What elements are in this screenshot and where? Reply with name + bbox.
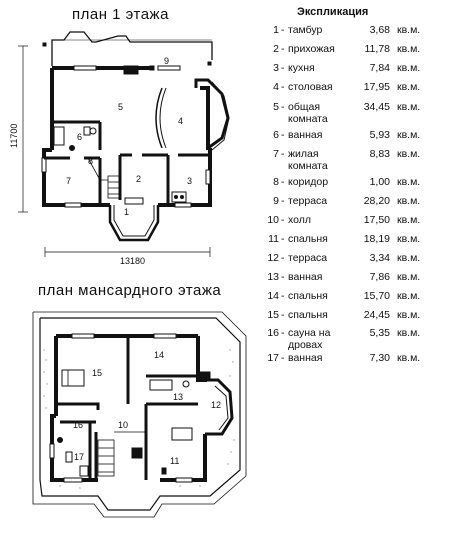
legend-row-unit: кв.м. — [397, 148, 421, 160]
legend-row-name: ванная — [288, 352, 323, 364]
legend-row-area: 5,93 — [369, 129, 390, 141]
legend-row-dash: - — [281, 81, 285, 93]
legend-row-area: 15,70 — [363, 290, 390, 302]
legend-row-area: 7,84 — [369, 62, 390, 74]
legend-row-name: спальня — [288, 309, 328, 321]
room-label-17: 17 — [74, 452, 85, 462]
room-label-10: 10 — [118, 420, 129, 430]
legend-row-unit: кв.м. — [397, 309, 421, 321]
toilet-icon — [70, 146, 75, 151]
legend-row-area: 28,20 — [363, 195, 390, 207]
legend-row-dash: - — [281, 327, 285, 339]
chimney — [124, 66, 138, 74]
room-label-1: 1 — [124, 207, 130, 217]
legend-row-dash: - — [281, 309, 285, 321]
legend-row-number: 2 — [273, 43, 279, 55]
legend-row-number: 10 — [267, 214, 279, 226]
bed-icon-11 — [172, 428, 192, 440]
legend-row-area: 1,00 — [369, 176, 390, 188]
legend-row-number: 5 — [273, 101, 279, 113]
legend-row-dash: - — [281, 195, 285, 207]
legend-row-name: ванная — [288, 129, 323, 141]
depth-dimension: 11700 — [9, 123, 19, 148]
legend-row-unit: кв.м. — [397, 214, 421, 226]
legend-row-dash: - — [281, 352, 285, 364]
legend-row-number: 4 — [273, 81, 279, 93]
legend-row-number: 7 — [273, 148, 279, 160]
legend-row-number: 8 — [273, 176, 279, 188]
bed-icon-15 — [62, 370, 84, 386]
room-label-14: 14 — [154, 350, 165, 360]
terrace-outline — [52, 32, 212, 66]
dining-arch — [156, 88, 162, 148]
legend-row-name: холл — [288, 214, 311, 226]
legend-row-number: 12 — [267, 252, 279, 264]
legend-title: Экспликация — [297, 6, 369, 18]
legend-row-dash: - — [281, 233, 285, 245]
attic-chimney — [132, 448, 142, 458]
bathtub-icon — [54, 127, 64, 145]
bay-window-dining — [196, 80, 228, 148]
legend-row-area: 17,50 — [363, 214, 390, 226]
legend-row-unit: кв.м. — [397, 233, 421, 245]
legend-row-area: 7,86 — [369, 271, 390, 283]
legend-row-dash: - — [281, 176, 285, 188]
toilet-icon-17 — [58, 438, 63, 443]
legend-row-dash: - — [281, 24, 285, 36]
legend-row-area: 5,35 — [369, 327, 390, 339]
legend-row-dash: - — [281, 290, 285, 302]
room-label-11: 11 — [170, 456, 180, 466]
room-label-2: 2 — [136, 174, 142, 184]
legend-row-dash: - — [281, 148, 285, 160]
legend-row-number: 3 — [273, 62, 279, 74]
legend-row-unit: кв.м. — [397, 81, 421, 93]
room-label-3: 3 — [187, 176, 193, 186]
floor1-plan — [18, 32, 229, 257]
legend-row-area: 3,34 — [369, 252, 390, 264]
legend-row-name: ванная — [288, 271, 323, 283]
legend-row-name: терраса — [288, 252, 328, 264]
legend-row-number: 17 — [267, 352, 279, 364]
legend-row-unit: кв.м. — [397, 129, 421, 141]
legend-row-dash: - — [281, 129, 285, 141]
floor1-interior-walls — [44, 122, 208, 205]
legend-row-unit: кв.м. — [397, 352, 421, 364]
legend-row-number: 11 — [268, 233, 279, 245]
legend-row-area: 34,45 — [363, 101, 390, 113]
legend-row-unit: кв.м. — [397, 195, 421, 207]
legend-row-number: 9 — [273, 195, 279, 207]
legend-row-name: спальня — [288, 290, 328, 302]
entrance-vestibule — [110, 205, 158, 240]
legend-row-dash: - — [281, 214, 285, 226]
room-label-9: 9 — [164, 56, 170, 66]
legend-row-area: 24,45 — [363, 309, 390, 321]
legend-row-dash: - — [281, 101, 285, 113]
legend-row-dash: - — [281, 252, 285, 264]
legend-row-number: 14 — [267, 290, 279, 302]
room-label-15: 15 — [92, 368, 103, 378]
room-label-6: 6 — [77, 132, 83, 142]
attic-plan — [33, 312, 246, 517]
roof-eave — [33, 312, 246, 517]
legend-row-unit: кв.м. — [397, 101, 421, 113]
bathtub-icon-13 — [150, 380, 172, 390]
legend-row-unit: кв.м. — [397, 43, 421, 55]
floor1-plan-title: план 1 этажа — [72, 6, 169, 23]
legend-row-dash: - — [281, 271, 285, 283]
legend-row-name: столовая — [288, 81, 333, 93]
legend-row-unit: кв.м. — [397, 327, 421, 339]
room-label-13: 13 — [173, 392, 184, 402]
legend-row-area: 7,30 — [369, 352, 390, 364]
legend-row-dash: - — [281, 62, 285, 74]
legend-row-area: 11,78 — [364, 43, 390, 55]
legend-row-name: прихожая — [288, 43, 335, 55]
legend-row-name: терраса — [288, 195, 328, 207]
room-label-16: 16 — [73, 420, 84, 430]
legend-row-name: кухня — [288, 62, 315, 74]
legend-row-area: 18,19 — [363, 233, 390, 245]
legend-row-name: спальня — [288, 233, 328, 245]
room-label-8: 8 — [88, 156, 94, 166]
legend-row-number: 6 — [273, 129, 279, 141]
width-dimension: 13180 — [120, 256, 146, 266]
legend-row-name: жилая комната — [288, 148, 328, 172]
legend-row-area: 3,68 — [369, 24, 390, 36]
legend-row-name: общая комната — [288, 101, 328, 125]
room-label-5: 5 — [118, 102, 124, 112]
legend-row-unit: кв.м. — [397, 290, 421, 302]
legend-row-number: 13 — [267, 271, 279, 283]
room-label-4: 4 — [178, 116, 184, 126]
legend-row-number: 16 — [267, 327, 279, 339]
legend-row-name: тамбур — [288, 24, 323, 36]
legend-row-unit: кв.м. — [397, 24, 421, 36]
legend-row-unit: кв.м. — [397, 271, 421, 283]
attic-plan-title: план мансардного этажа — [38, 282, 222, 299]
legend-row-unit: кв.м. — [397, 176, 421, 188]
legend-row-name: сауна на дровах — [288, 327, 331, 351]
legend-row-unit: кв.м. — [397, 252, 421, 264]
legend-row-area: 17,95 — [363, 81, 390, 93]
legend-row-number: 15 — [267, 309, 279, 321]
legend-row-name: коридор — [288, 176, 329, 188]
legend-row-number: 1 — [273, 24, 279, 36]
legend-row-area: 8,83 — [369, 148, 390, 160]
legend-row-dash: - — [281, 43, 285, 55]
legend-row-unit: кв.м. — [397, 62, 421, 74]
room-label-7: 7 — [66, 176, 72, 186]
sink-icon — [90, 128, 96, 134]
room-label-12: 12 — [211, 400, 222, 410]
